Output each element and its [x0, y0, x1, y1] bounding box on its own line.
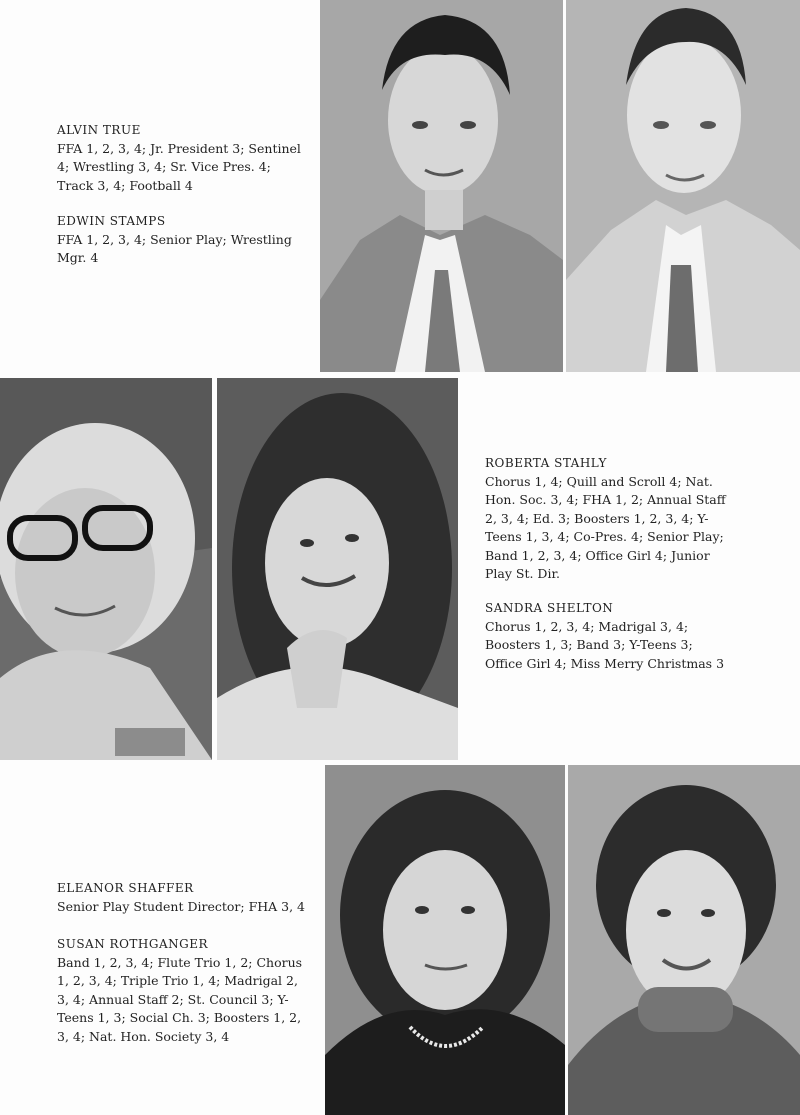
student-name: ELEANOR SHAFFER [57, 881, 194, 895]
portrait-photo-alvin-true [320, 0, 563, 372]
student-activities: Band 1, 2, 3, 4; Flute Trio 1, 2; Chorus 1, 2, 3, 4; Triple Trio 1, 4; Madrigal 2, 3, 4; Annual Staff 2; St. Council 3; Y-Teens 1, 3; Social Ch. 3; Boosters 1, 2, 3, 4; Nat. Hon. Society 3, 4 [57, 954, 303, 1044]
student-activities: Senior Play Student Director; FHA 3, 4 [57, 898, 305, 914]
bio-roberta-stahly [485, 454, 730, 584]
student-activities: FFA 1, 2, 3, 4; Jr. President 3; Sentinel 4; Wrestling 3, 4; Sr. Vice Pres. 4; Track 3, 4; Football 4 [57, 140, 301, 193]
student-activities: FFA 1, 2, 3, 4; Senior Play; Wrestling Mgr. 4 [57, 231, 292, 265]
student-name: ALVIN TRUE [57, 123, 141, 137]
portrait-photo-sandra-shelton [217, 378, 458, 760]
portrait-photo-eleanor-shaffer [325, 765, 565, 1115]
student-name: ROBERTA STAHLY [485, 456, 607, 470]
bio-alvin-true [57, 121, 307, 195]
student-activities: Chorus 1, 4; Quill and Scroll 4; Nat. Hon. Soc. 3, 4; FHA 1, 2; Annual Staff 2, 3, 4; Ed. 3; Boosters 1, 2, 3, 4; Y-Teens 1, 3, 4; Co-Pres. 4; Senior Play; Band 1, 2, 3, 4; Office Girl 4; Junior Play St. Dir. [485, 473, 726, 581]
portrait-photo-edwin-stamps [566, 0, 800, 372]
bio-edwin-stamps [57, 212, 307, 268]
bio-eleanor-shaffer [57, 879, 312, 916]
student-activities: Chorus 1, 2, 3, 4; Madrigal 3, 4; Boosters 1, 3; Band 3; Y-Teens 3; Office Girl 4; Miss Merry Christmas 3 [485, 618, 725, 671]
portrait-photo-susan-rothganger [568, 765, 800, 1115]
bio-sandra-shelton [485, 599, 730, 673]
bio-susan-rothganger [57, 935, 307, 1046]
portrait-photo-roberta-stahly [0, 378, 212, 760]
student-name: SANDRA SHELTON [485, 601, 614, 615]
student-name: EDWIN STAMPS [57, 214, 166, 228]
student-name: SUSAN ROTHGANGER [57, 937, 209, 951]
